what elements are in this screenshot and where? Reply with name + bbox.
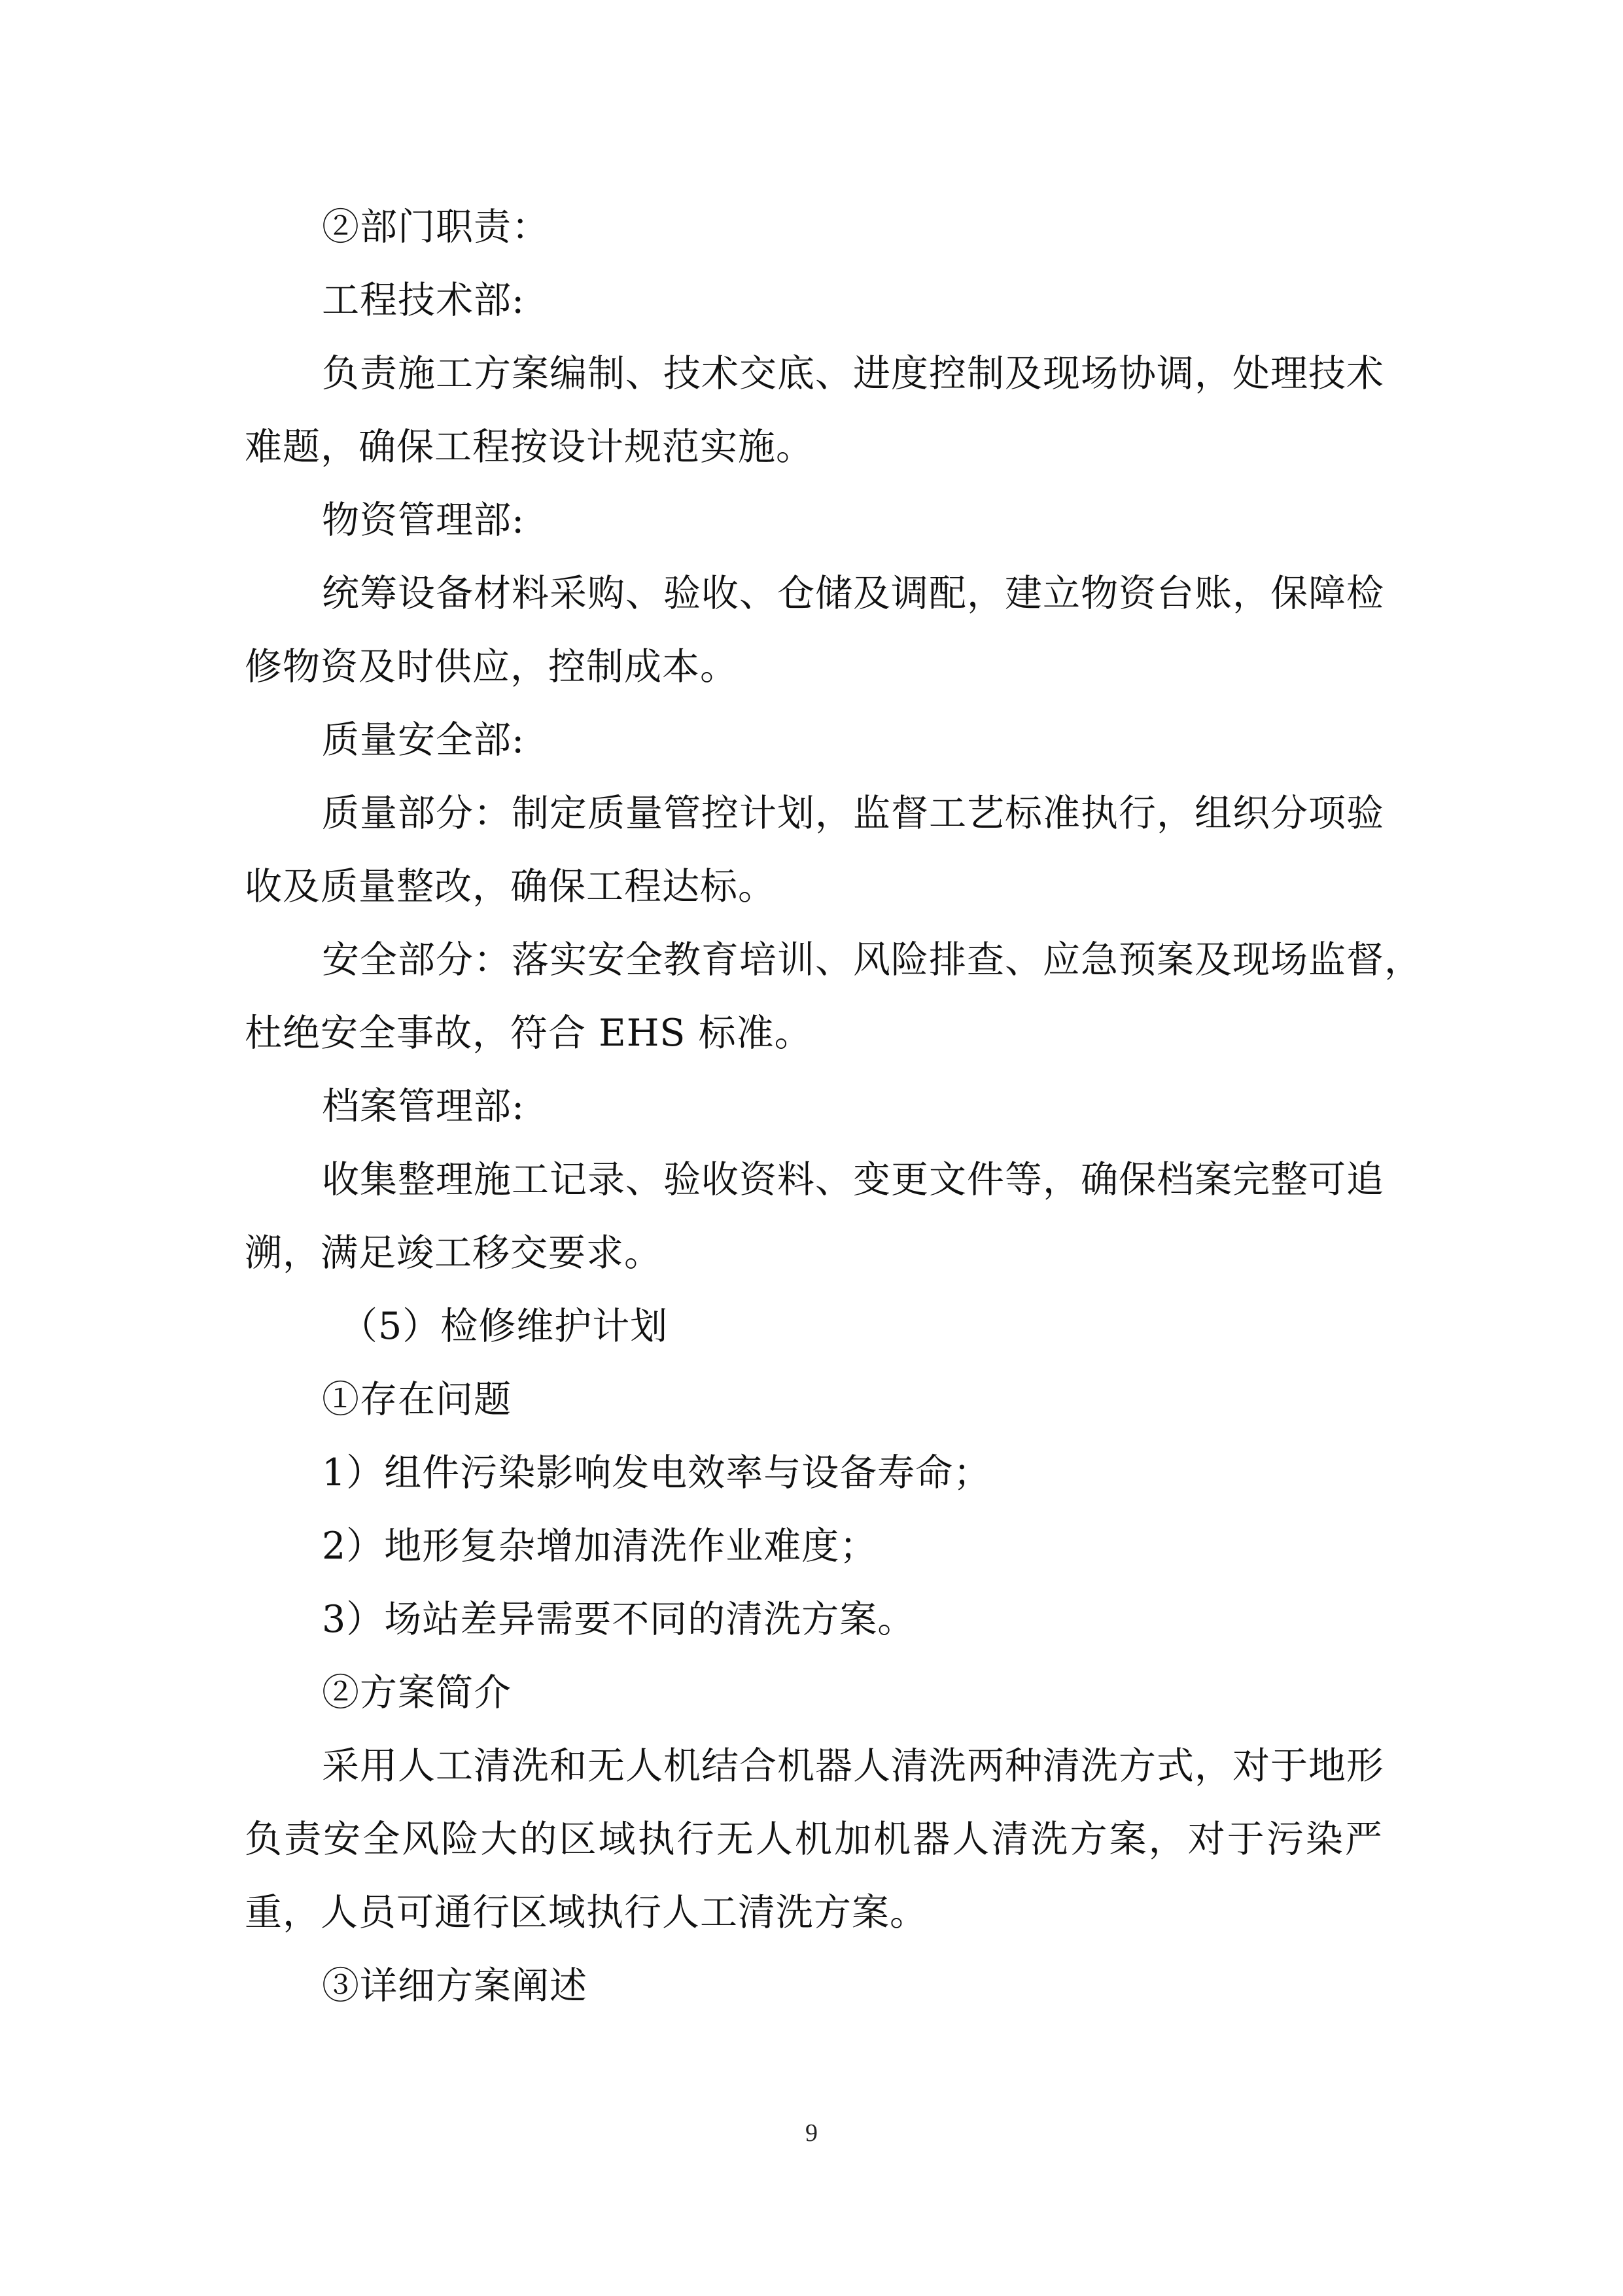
paragraph-line: 采用人工清洗和无人机结合机器人清洗两种清洗方式，对于地形 xyxy=(322,1744,1384,1788)
heading-detailed-plan: ③详细方案阐述 xyxy=(322,1964,587,2007)
heading-quality-safety-dept: 质量安全部: xyxy=(322,718,525,762)
heading-existing-problems: ①存在问题 xyxy=(322,1378,512,1421)
heading-maintenance-plan: （5）检修维护计划 xyxy=(340,1305,669,1348)
list-item: 3）场站差异需要不同的清洗方案。 xyxy=(322,1598,916,1641)
paragraph-line: 杜绝安全事故，符合 EHS 标准。 xyxy=(245,1012,812,1055)
heading-plan-summary: ②方案简介 xyxy=(322,1671,512,1714)
paragraph-line: 负责安全风险大的区域执行无人机加机器人清洗方案，对于污染严 xyxy=(245,1818,1383,1861)
heading-department-duties: ②部门职责： xyxy=(322,205,550,249)
heading-materials-dept: 物资管理部: xyxy=(322,499,525,542)
list-item: 2）地形复杂增加清洗作业难度； xyxy=(322,1525,878,1568)
paragraph-line: 统筹设备材料采购、验收、仓储及调配，建立物资台账，保障检 xyxy=(322,572,1384,615)
paragraph-line: 收集整理施工记录、验收资料、变更文件等，确保档案完整可追 xyxy=(322,1158,1384,1201)
heading-archives-dept: 档案管理部: xyxy=(322,1085,525,1128)
heading-engineering-dept: 工程技术部: xyxy=(322,279,525,322)
paragraph-line: 难题，确保工程按设计规范实施。 xyxy=(245,425,814,468)
paragraph-line: 修物资及时供应，控制成本。 xyxy=(245,645,738,688)
page-number: 9 xyxy=(805,2119,818,2147)
paragraph-line: 安全部分：落实安全教育培训、风险排查、应急预案及现场监督， xyxy=(322,938,1422,981)
paragraph-line: 质量部分：制定质量管控计划，监督工艺标准执行，组织分项验 xyxy=(322,792,1384,835)
paragraph-line: 负责施工方案编制、技术交底、进度控制及现场协调，处理技术 xyxy=(322,352,1384,395)
list-item: 1）组件污染影响发电效率与设备寿命； xyxy=(322,1451,992,1494)
paragraph-line: 重，人员可通行区域执行人工清洗方案。 xyxy=(245,1891,928,1934)
paragraph-line: 收及质量整改，确保工程达标。 xyxy=(245,865,776,908)
paragraph-line: 溯，满足竣工移交要求。 xyxy=(245,1231,662,1275)
